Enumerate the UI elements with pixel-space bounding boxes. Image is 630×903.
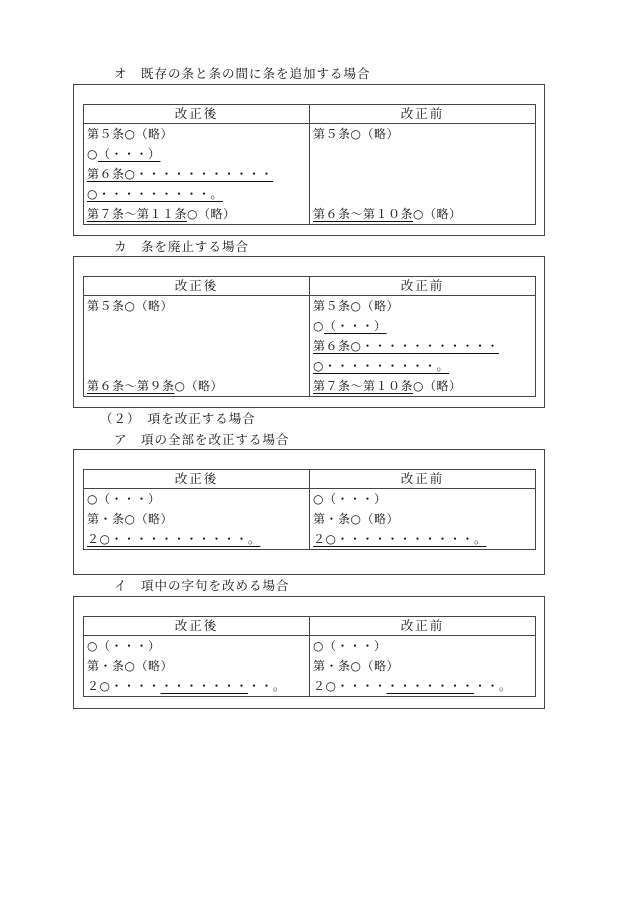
- line-text: ○（・・・）: [87, 492, 161, 506]
- underlined-text: 第７条～第１０条: [313, 379, 414, 393]
- frame-replace-paragraph: [73, 449, 545, 575]
- text-line: [313, 124, 535, 144]
- line-text: ○（・・・）: [87, 639, 161, 653]
- frame-change-words: [73, 596, 545, 709]
- table-body-row: [84, 124, 536, 225]
- col-header-before: 改正前: [310, 617, 536, 636]
- table-insert-article: [83, 104, 536, 225]
- text-line: [87, 144, 309, 164]
- col-header-after: 改正後: [84, 105, 310, 124]
- line-text: ○（略）: [413, 379, 462, 393]
- text-line: [87, 656, 309, 676]
- heading-change-words: イ 項中の字句を改める場合: [114, 578, 290, 593]
- text-line: [87, 489, 309, 509]
- text-line: [313, 316, 535, 336]
- frame-delete-article: [73, 256, 545, 408]
- line-text: ・・。: [248, 679, 286, 693]
- table-body-row: [84, 636, 536, 697]
- table-replace-paragraph: [83, 469, 536, 550]
- text-line: [313, 676, 535, 696]
- text-line: [87, 164, 309, 184]
- table-header-row: [84, 277, 536, 296]
- text-line: [313, 356, 535, 376]
- text-line: [87, 636, 309, 656]
- cell-before: [310, 124, 536, 225]
- cell-after: [84, 124, 310, 225]
- col-header-before: 改正前: [310, 277, 536, 296]
- cell-after: [84, 296, 310, 397]
- col-header-after: 改正後: [84, 277, 310, 296]
- cell-before: [310, 296, 536, 397]
- line-text: 第・条○（略）: [313, 512, 399, 526]
- underlined-text: （・・・）: [323, 319, 387, 333]
- frame-insert-article: [73, 84, 545, 236]
- underlined-text: 第６条～第１０条: [313, 207, 414, 221]
- underlined-text: ・・・・・・・: [160, 679, 248, 693]
- text-line: [313, 656, 535, 676]
- text-line: [87, 296, 309, 316]
- col-header-before: 改正前: [310, 470, 536, 489]
- text-line: [87, 204, 309, 224]
- line-text: 第５条○（略）: [313, 299, 399, 313]
- line-text: 第・条○（略）: [87, 512, 173, 526]
- underlined-text: 第７条～第１１条: [87, 207, 188, 221]
- line-text: 第５条○（略）: [87, 127, 173, 141]
- text-line: [313, 509, 535, 529]
- line-text: ○（略）: [174, 379, 223, 393]
- col-header-after: 改正後: [84, 617, 310, 636]
- text-line: [313, 296, 535, 316]
- table-header-row: [84, 470, 536, 489]
- line-text: 第５条○（略）: [87, 299, 173, 313]
- underlined-text: ○・・・・・・・・・。: [313, 359, 449, 373]
- table-body-row: [84, 489, 536, 550]
- cell-before: [310, 636, 536, 697]
- text-line: [87, 124, 309, 144]
- underlined-text: ２○・・・・・・・・・・・。: [87, 532, 261, 546]
- table-delete-article: [83, 276, 536, 397]
- text-line: [313, 204, 535, 224]
- underlined-text: ２○・・・・・・・・・・・。: [313, 532, 487, 546]
- text-line: [313, 636, 535, 656]
- underlined-text: 第６条～第９条: [87, 379, 175, 393]
- text-line: [313, 336, 535, 356]
- text-line: [87, 336, 309, 356]
- underlined-text: 第６条○・・・・・・・・・・・: [313, 339, 499, 353]
- table-change-words: [83, 616, 536, 697]
- heading-replace-paragraph: ア 項の全部を改正する場合: [114, 432, 290, 447]
- col-header-before: 改正前: [310, 105, 536, 124]
- text-line: [313, 144, 535, 164]
- cell-after: [84, 489, 310, 550]
- line-text: ○（・・・）: [313, 492, 387, 506]
- text-line: [313, 489, 535, 509]
- text-line: [87, 356, 309, 376]
- line-text: ○（略）: [413, 207, 462, 221]
- text-line: [313, 164, 535, 184]
- underlined-text: ○・・・・・・・・・。: [87, 187, 223, 201]
- text-line: [87, 676, 309, 696]
- table-header-row: [84, 617, 536, 636]
- heading-section-2: （２） 項を改正する場合: [100, 411, 256, 426]
- line-text: ○: [87, 147, 98, 161]
- underlined-text: ・・・・・・・: [386, 679, 474, 693]
- line-text: 第・条○（略）: [87, 659, 173, 673]
- heading-delete-article: カ 条を廃止する場合: [114, 239, 250, 254]
- cell-after: [84, 636, 310, 697]
- line-text: ○（・・・）: [313, 639, 387, 653]
- text-line: [313, 376, 535, 396]
- line-text: 第５条○（略）: [313, 127, 399, 141]
- table-header-row: [84, 105, 536, 124]
- line-text: ○: [313, 319, 324, 333]
- line-text: ２○・・・・: [87, 679, 161, 693]
- table-body-row: [84, 296, 536, 397]
- col-header-after: 改正後: [84, 470, 310, 489]
- line-text: ２○・・・・: [313, 679, 387, 693]
- cell-before: [310, 489, 536, 550]
- text-line: [87, 509, 309, 529]
- text-line: [87, 184, 309, 204]
- text-line: [313, 184, 535, 204]
- text-line: [87, 316, 309, 336]
- text-line: [313, 529, 535, 549]
- text-line: [87, 529, 309, 549]
- underlined-text: 第６条○・・・・・・・・・・・: [87, 167, 273, 181]
- text-line: [87, 376, 309, 396]
- line-text: ・・。: [474, 679, 512, 693]
- line-text: 第・条○（略）: [313, 659, 399, 673]
- heading-insert-article: オ 既存の条と条の間に条を追加する場合: [114, 66, 371, 81]
- line-text: ○（略）: [187, 207, 236, 221]
- underlined-text: （・・・）: [97, 147, 161, 161]
